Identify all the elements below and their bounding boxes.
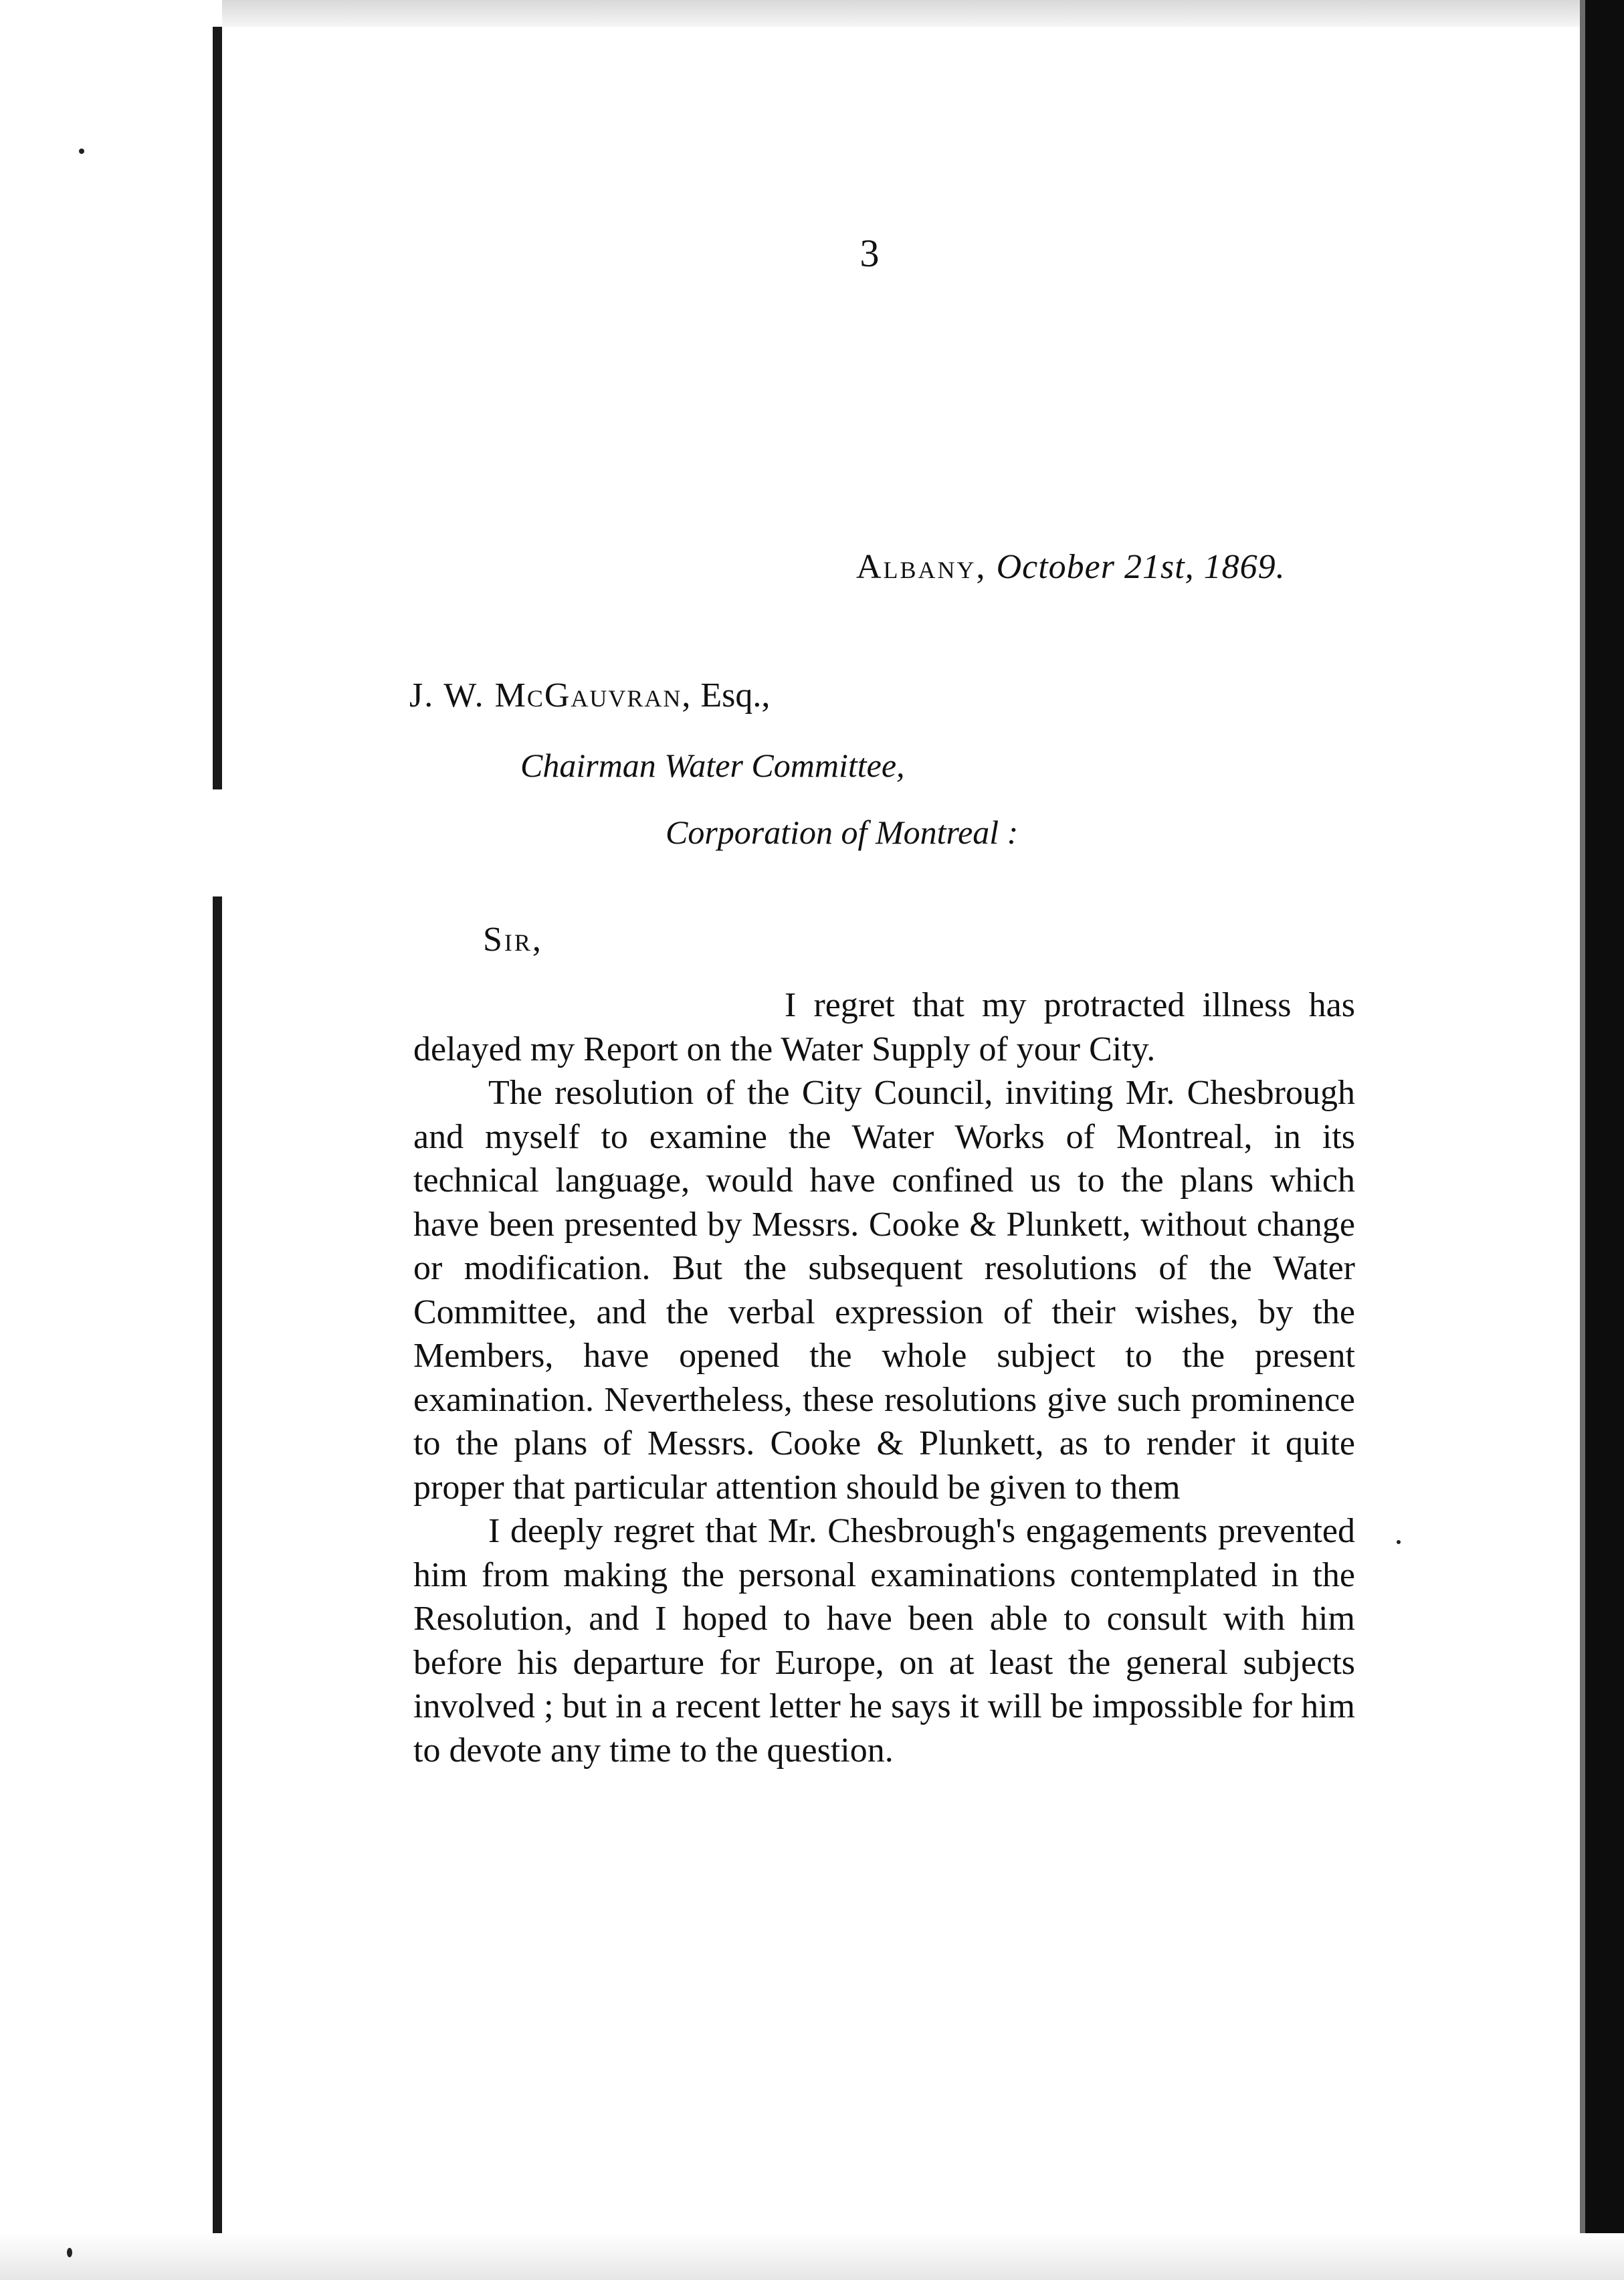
binding-rule-gap [213,789,222,896]
addressee-title: Chairman Water Committee, [520,747,905,784]
binding-rule [213,27,222,2235]
paragraph: The resolution of the City Council, inviting Mr. Chesbrough and myself to examine the Water Works of Montreal, in its technical language, would have confined us to the plans which have been presented by Messrs. Cooke & Plunkett, without change or modification. But the subsequent resolutions of the Water Committee, and the verbal expression of their wishes, by the Members, have opened the whole subject to the present examination. Nevertheless, these resolutions give such prominence to the plans of Messrs. Cooke & Plunkett, as to render it quite proper that particular attention should be given to them [413,1074,1355,1507]
page-top-edge [222,0,1585,27]
paragraph: I regret that my protracted illness has delayed my Report on the Water Supply of your City. [413,986,1355,1068]
page-edge-shadow [1580,0,1585,2280]
scan-border [1585,0,1624,2280]
page-bottom-edge [0,2233,1624,2280]
addressee-line [409,676,770,715]
paragraph: I deeply regret that Mr. Chesbrough's engagements prevented him from making the personal examinations contemplated in the Resolution, and I hoped to have been able to consult with him before his departure for Europe, on at least the general subjects involved ; but in a recent letter he says it will be impossible for him to devote any time to the question. [413,1512,1355,1770]
scan-speck [79,149,84,154]
dateline [856,547,1338,587]
addressee-name: J. W. McGauvran, [409,676,692,715]
scan-speck [1397,1540,1401,1544]
dateline-date: October 21st, 1869. [996,548,1286,586]
letter-body [413,983,1355,1772]
page-number: 3 [859,231,880,275]
dateline-place: Albany, [856,548,987,586]
salutation: Sir, [483,921,543,959]
scan-speck [67,2248,72,2257]
addressee-suffix: Esq., [700,676,771,715]
addressee-organization: Corporation of Montreal : [666,814,1019,851]
